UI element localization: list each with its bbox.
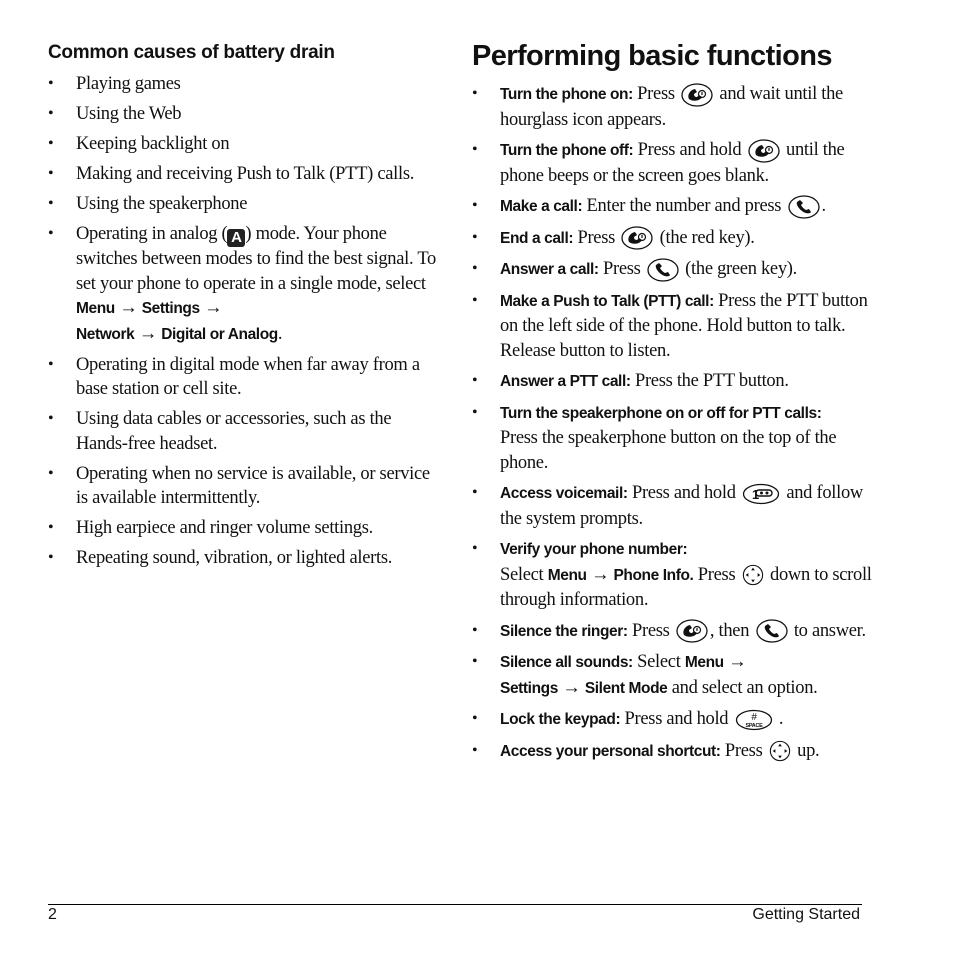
menu-label: Menu <box>547 566 587 584</box>
list-item: • Using the speakerphone <box>48 192 438 217</box>
item-label: End a call: <box>500 229 574 247</box>
item-text: Press <box>627 620 674 641</box>
item-text: down to scroll through information. <box>500 564 872 610</box>
list-item: • Making and receiving Push to Talk (PTT) calls. <box>48 162 438 187</box>
item-label: Make a call: <box>500 198 583 215</box>
space-key-label: SPACE <box>745 722 763 729</box>
item-text: Press and hold <box>620 709 733 729</box>
item-text: and follow the system prompts. <box>500 483 863 529</box>
item-text: to answer. <box>789 620 866 641</box>
analog-icon: A <box>227 229 245 247</box>
list-item-answer-call <box>472 257 872 283</box>
list-item-verify-number <box>472 537 872 613</box>
end-key-icon <box>621 226 653 250</box>
period: . <box>277 323 283 344</box>
item-label: Answer a PTT call: <box>500 373 631 390</box>
list-item-answer-ptt <box>472 369 872 395</box>
send-key-icon <box>756 619 788 643</box>
network-label: Network <box>76 325 135 343</box>
pound-key-glyph: # <box>750 711 757 723</box>
item-text: Press <box>720 740 767 761</box>
item-text: Select <box>500 564 548 585</box>
list-item-silence-all <box>472 650 872 701</box>
arrow: → <box>590 564 610 585</box>
item-label: Make a Push to Talk (PTT) call: <box>500 292 714 310</box>
battery-drain-heading: Common causes of battery drain <box>48 42 335 63</box>
settings-label: Settings <box>141 300 200 317</box>
item-label: Access your personal shortcut: <box>500 742 721 760</box>
item-text: Press <box>573 227 620 248</box>
item-text: Press and hold <box>627 483 740 503</box>
list-item: • Operating in digital mode when far away from a base station or cell site. <box>48 353 438 402</box>
battery-drain-list <box>48 72 438 571</box>
item-text: Press <box>632 84 680 104</box>
item-text: up. <box>792 740 820 761</box>
list-item: • Keeping backlight on <box>48 132 438 157</box>
item-label: Lock the keypad: <box>500 711 621 728</box>
item-text: (the green key). <box>680 259 797 279</box>
list-item-speakerphone <box>472 401 872 476</box>
analog-text-2: ) mode. Your phone switches between modes to find the best signal. To set your phone to operate in a single mode, select <box>76 224 436 294</box>
item-label: Turn the speakerphone on or off for PTT calls: <box>500 404 822 422</box>
battery-drain-section <box>48 40 438 576</box>
menu-label: Menu <box>684 654 724 671</box>
item-text: until the phone beeps or the screen goes blank. <box>500 140 845 186</box>
list-item: • High earpiece and ringer volume settings. <box>48 516 438 541</box>
arrow: → <box>119 298 138 318</box>
settings-label: Settings <box>500 679 558 697</box>
item-text: , then <box>709 620 754 641</box>
phone-info-label: Phone Info. <box>613 566 694 584</box>
list-item-shortcut <box>472 739 872 765</box>
list-item-turn-off <box>472 138 872 188</box>
list-item: • Using data cables or accessories, such as the Hands-free headset. <box>48 407 438 456</box>
list-item-ptt-call <box>472 289 872 364</box>
item-label: Access voicemail: <box>500 485 628 502</box>
item-text: Select <box>632 652 685 672</box>
basic-functions-heading: Performing basic functions <box>472 40 832 72</box>
item-label: Silence the ringer: <box>500 622 628 640</box>
item-text: Press the PTT button. <box>630 371 789 391</box>
item-text: . <box>821 196 826 216</box>
navigation-key-icon <box>769 740 791 762</box>
arrow: → <box>562 677 581 698</box>
list-item-silence-ringer <box>472 619 872 645</box>
voicemail-key-glyph: 1 <box>752 486 759 502</box>
send-key-icon <box>647 258 679 282</box>
arrow: → <box>204 298 223 318</box>
item-text: Press <box>693 564 740 585</box>
list-item-lock-keypad <box>472 707 872 733</box>
digital-analog-label: Digital or Analog <box>161 325 278 343</box>
menu-label: Menu <box>76 300 115 317</box>
send-key-icon <box>788 195 820 219</box>
item-text: and wait until the hourglass icon appears. <box>500 84 843 130</box>
item-text: Enter the number and press <box>582 196 786 216</box>
item-text: Press and hold <box>633 140 746 160</box>
end-key-icon <box>681 83 713 107</box>
item-text: (the red key). <box>655 227 755 248</box>
arrow: → <box>138 323 157 344</box>
pound-space-key-icon <box>735 709 773 731</box>
voicemail-key-icon <box>742 483 780 505</box>
list-item: • Operating when no service is available, or service is available intermittently. <box>48 462 438 511</box>
list-item: • Repeating sound, vibration, or lighted alerts. <box>48 546 438 571</box>
list-item-make-call <box>472 194 872 220</box>
item-text: . <box>774 709 784 729</box>
analog-text-1: Operating in analog ( <box>76 224 228 244</box>
footer-divider <box>48 904 862 905</box>
list-item-analog-mode <box>48 222 438 347</box>
item-label: Answer a call: <box>500 261 599 278</box>
list-item: • Playing games <box>48 72 438 97</box>
basic-functions-section <box>472 40 872 770</box>
item-text: and select an option. <box>667 677 818 698</box>
section-name: Getting Started <box>752 906 860 923</box>
item-text: Press the speakerphone button on the top of the phone. <box>500 428 837 473</box>
item-label: Verify your phone number: <box>500 541 688 558</box>
silent-mode-label: Silent Mode <box>584 679 668 697</box>
list-item-voicemail <box>472 481 872 531</box>
basic-functions-list <box>472 82 872 764</box>
item-label: Turn the phone off: <box>500 142 634 159</box>
item-text: Press <box>598 259 645 279</box>
list-item: • Using the Web <box>48 102 438 127</box>
list-item-end-call <box>472 226 872 252</box>
navigation-key-icon <box>742 564 764 586</box>
item-text: Press the PTT button on the left side of the phone. Hold button to talk. Release button to listen. <box>500 290 868 361</box>
arrow: → <box>728 652 747 672</box>
end-key-icon <box>676 619 708 643</box>
page-number: 2 <box>48 906 57 923</box>
end-key-icon <box>748 139 780 163</box>
item-label: Silence all sounds: <box>500 654 633 671</box>
list-item-turn-on <box>472 82 872 132</box>
item-label: Turn the phone on: <box>500 86 633 103</box>
